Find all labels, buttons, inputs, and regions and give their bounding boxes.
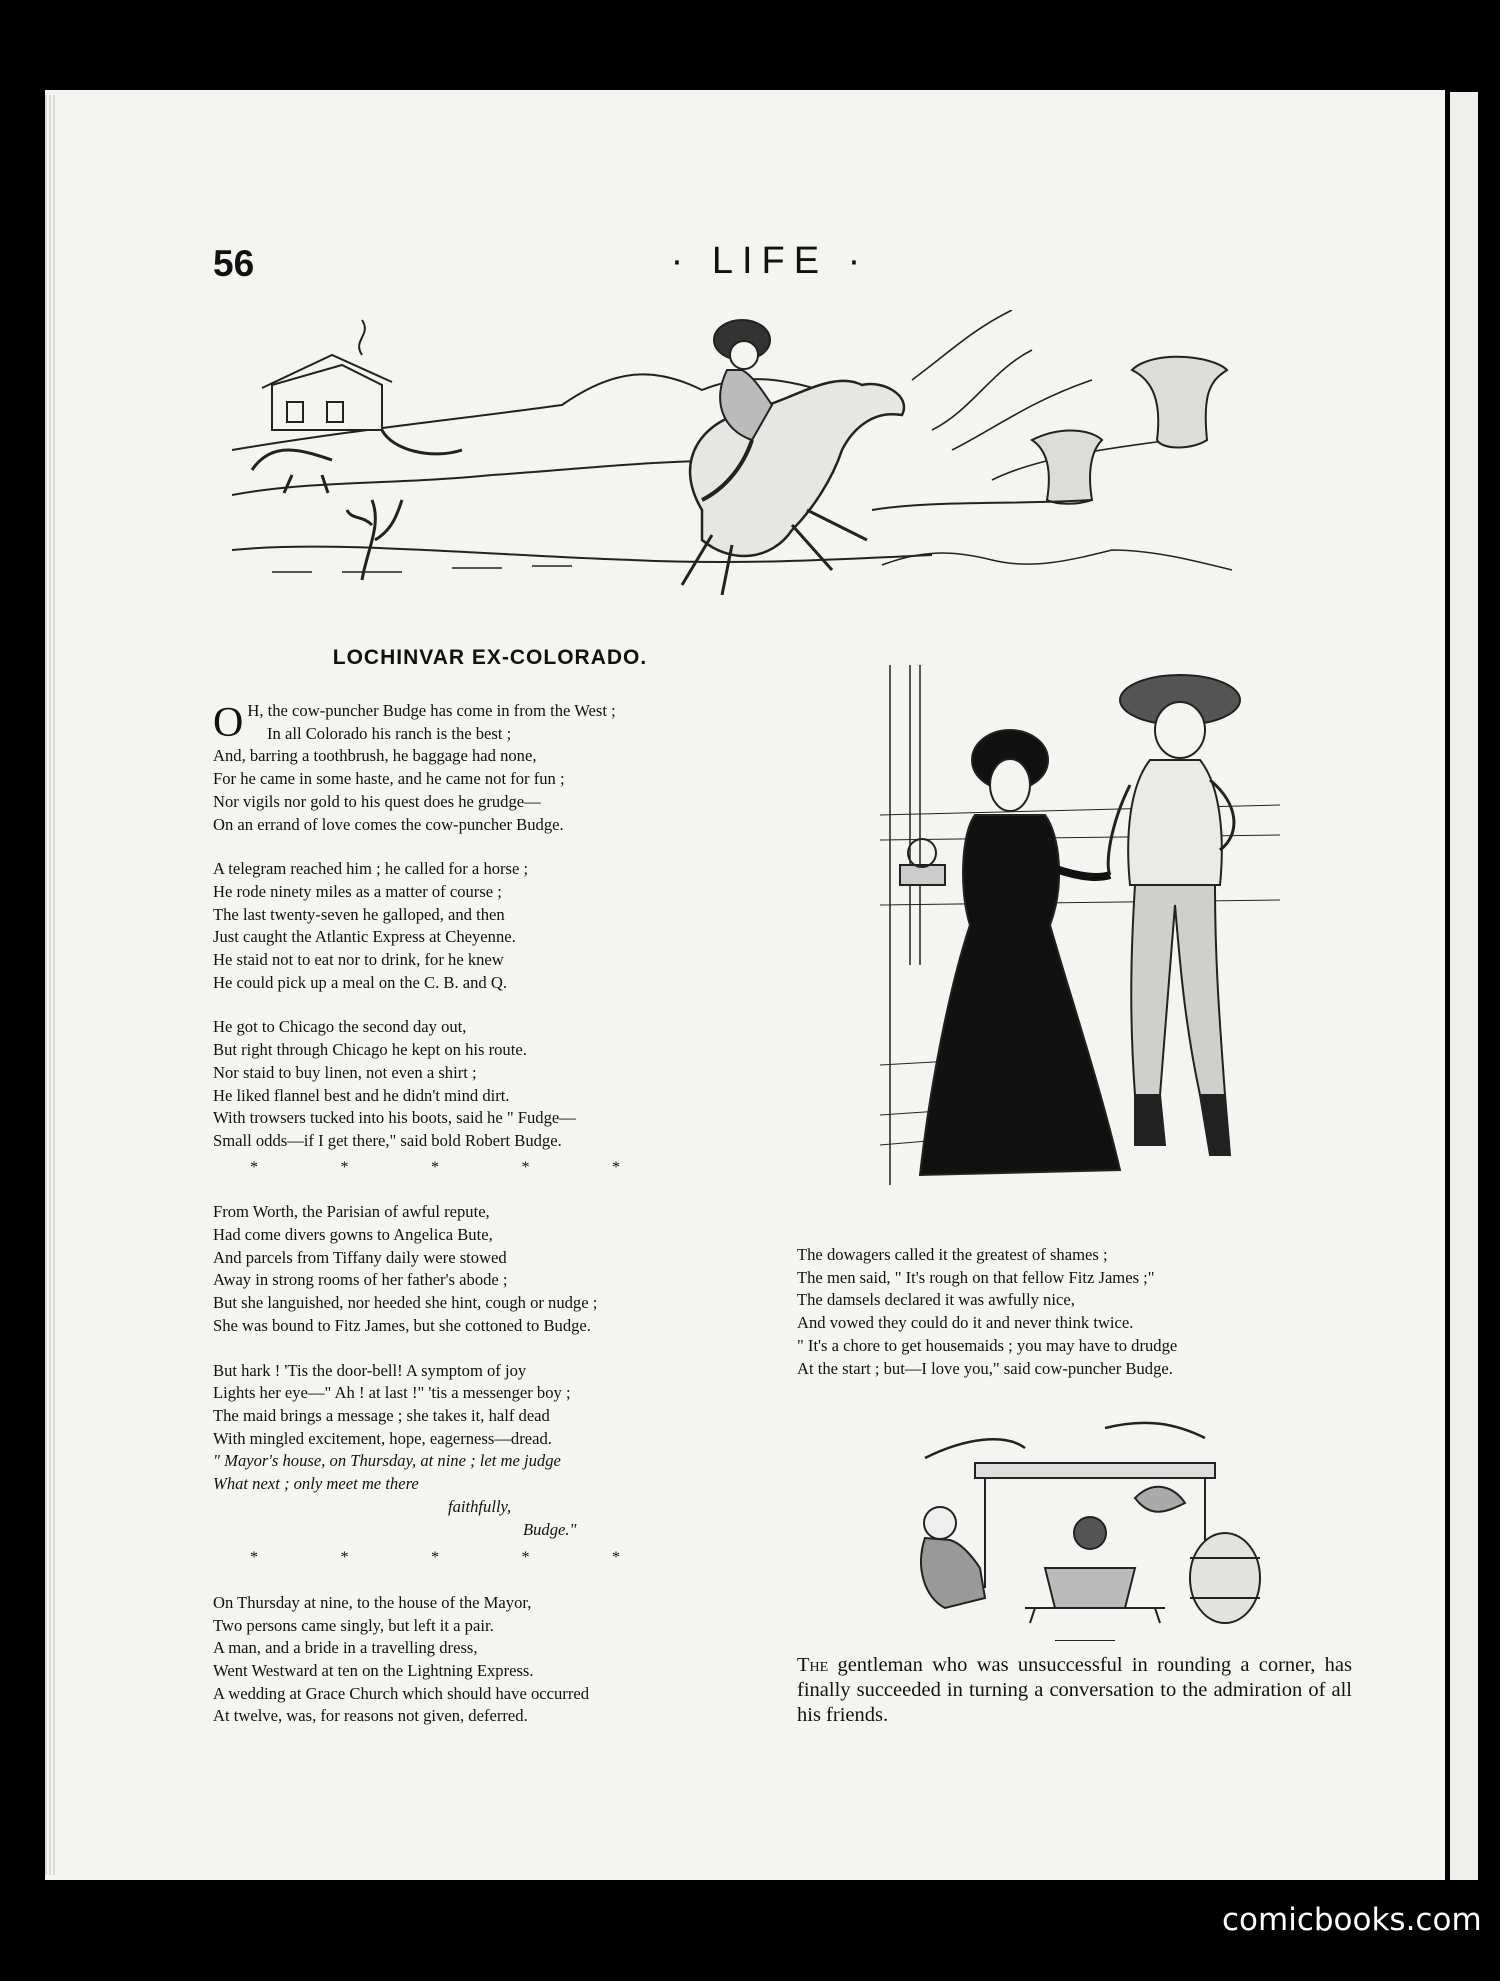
verse-line: Two persons came singly, but left it a pair. <box>213 1615 494 1635</box>
verse-line: At twelve, was, for reasons not given, deferred. <box>213 1706 528 1726</box>
divider-rule <box>1055 1640 1115 1641</box>
separator-star: * <box>431 1158 439 1176</box>
separator-star: * <box>431 1549 439 1567</box>
poem-title: LOCHINVAR EX-COLORADO. <box>332 646 648 669</box>
joke-lead: The <box>797 1654 829 1676</box>
verse-line: The last twenty-seven he galloped, and then <box>213 904 505 924</box>
verse-line: And, barring a toothbrush, he baggage had none, <box>213 746 537 766</box>
verse-line: With trowsers tucked into his boots, said he " Fudge— <box>213 1108 576 1128</box>
verse-line: Nor vigils nor gold to his quest does he grudge— <box>213 791 541 811</box>
couple-illustration <box>880 665 1280 1185</box>
verse-line: And vowed they could do it and never think twice. <box>797 1313 1134 1333</box>
verse-line: But right through Chicago he kept on his route. <box>213 1040 527 1060</box>
telegram-signature: Budge." <box>523 1519 577 1539</box>
verse-line: The damsels declared it was awfully nice, <box>797 1290 1075 1310</box>
verse-line: Just caught the Atlantic Express at Cheyenne. <box>213 927 516 947</box>
verse-line: With mingled excitement, hope, eagerness—dread. <box>213 1428 552 1448</box>
section-separator <box>250 1157 620 1180</box>
verse-line: But she languished, nor heeded she hint, cough or nudge ; <box>213 1293 598 1313</box>
stanza-6 <box>213 1592 753 1728</box>
verse-line: On an errand of love comes the cow-puncher Budge. <box>213 814 564 834</box>
verse-line: The maid brings a message ; she takes it, half dead <box>213 1405 550 1425</box>
separator-star: * <box>612 1549 620 1567</box>
stanza-1 <box>213 700 753 836</box>
verse-line: At the start ; but—I love you," said cow-puncher Budge. <box>797 1358 1173 1378</box>
stanza-5 <box>213 1360 753 1542</box>
section-separator <box>250 1547 620 1570</box>
verse-line: He liked flannel best and he didn't mind dirt. <box>213 1085 510 1105</box>
verse-line: Small odds—if I get there," said bold Robert Budge. <box>213 1130 562 1150</box>
stanza-2 <box>213 858 753 994</box>
verse-line: He got to Chicago the second day out, <box>213 1017 467 1037</box>
verse-line: But hark ! 'Tis the door-bell! A symptom of joy <box>213 1360 527 1380</box>
page-number: 56 <box>213 243 255 284</box>
verse-line: A man, and a bride in a travelling dress, <box>213 1638 478 1658</box>
top-illustration <box>232 310 1312 620</box>
separator-star: * <box>612 1158 620 1176</box>
verse-line: From Worth, the Parisian of awful repute, <box>213 1202 490 1222</box>
verse-line: Had come divers gowns to Angelica Bute, <box>213 1225 493 1245</box>
stanza-4 <box>213 1201 753 1337</box>
masthead: · LIFE · <box>670 240 870 282</box>
verse-line: " It's a chore to get housemaids ; you may have to drudge <box>797 1335 1178 1355</box>
verse-line: She was bound to Fitz James, but she cottoned to Budge. <box>213 1315 591 1335</box>
verse-line: Went Westward at ten on the Lightning Express. <box>213 1661 534 1681</box>
drop-cap: O <box>213 700 244 746</box>
separator-star: * <box>521 1158 530 1176</box>
verse-line: In all Colorado his ranch is the best ; <box>267 723 512 743</box>
verse-line: He staid not to eat nor to drink, for he knew <box>213 950 504 970</box>
verse-line: For he came in some haste, and he came not for fun ; <box>213 769 565 789</box>
watermark: comicbooks.com <box>1222 1902 1482 1938</box>
separator-star: * <box>340 1549 349 1567</box>
verse-line: A telegram reached him ; he called for a horse ; <box>213 859 529 879</box>
verse-line: He could pick up a meal on the C. B. and Q. <box>213 972 508 992</box>
separator-star: * <box>521 1549 530 1567</box>
verse-line: Lights her eye—" Ah ! at last !" 'tis a messenger boy ; <box>213 1383 571 1403</box>
joke-paragraph <box>797 1653 1352 1728</box>
verse-line: And parcels from Tiffany daily were stowed <box>213 1247 507 1267</box>
verse-line: The dowagers called it the greatest of shames ; <box>797 1245 1108 1264</box>
verse-line: He rode ninety miles as a matter of course ; <box>213 881 502 901</box>
stanza-7 <box>797 1244 1357 1380</box>
poem-left-column <box>213 700 753 1750</box>
stanza-3 <box>213 1016 753 1152</box>
telegram-line: What next ; only meet me there <box>213 1474 419 1494</box>
verse-line: The men said, " It's rough on that fellow Fitz James ;" <box>797 1267 1155 1287</box>
verse-line: A wedding at Grace Church which should have occurred <box>213 1683 590 1703</box>
page-edge <box>45 95 55 1875</box>
verse-line: Nor staid to buy linen, not even a shirt ; <box>213 1062 477 1082</box>
camp-illustration <box>905 1418 1265 1628</box>
telegram-signoff: faithfully, <box>448 1496 512 1516</box>
verse-line: On Thursday at nine, to the house of the Mayor, <box>213 1592 532 1612</box>
poem-right-column <box>797 1244 1357 1402</box>
verse-line: Away in strong rooms of her father's abode ; <box>213 1270 508 1290</box>
separator-star: * <box>250 1549 258 1567</box>
telegram-line: " Mayor's house, on Thursday, at nine ; let me judge <box>213 1451 561 1471</box>
separator-star: * <box>340 1158 349 1176</box>
joke-text: gentleman who was unsuccessful in rounding a corner, has finally succeeded in turning a conversation to the admiration of all his friends. <box>797 1654 1352 1726</box>
separator-star: * <box>250 1158 258 1176</box>
next-page-strip <box>1450 92 1478 1880</box>
verse-line: H, the cow-puncher Budge has come in from the West ; <box>247 701 616 720</box>
